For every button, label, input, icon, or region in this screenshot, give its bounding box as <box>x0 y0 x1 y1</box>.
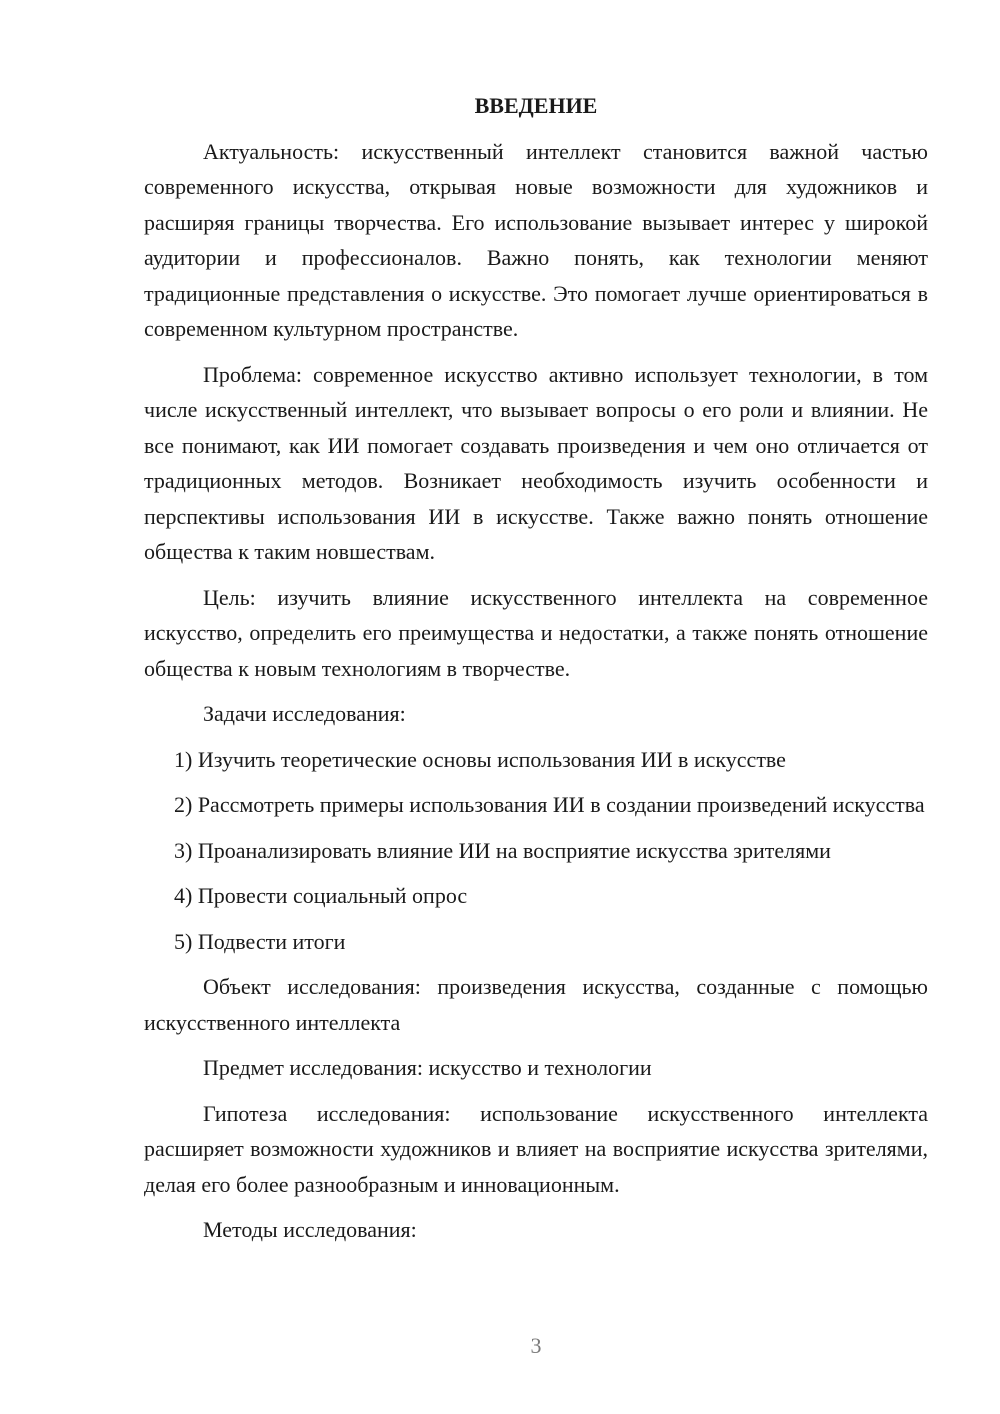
relevance-paragraph: Актуальность: искусственный интеллект становится важной частью современного искусства, открывая новые возможности для художников и расширяя границы творчества. Его использование вызывает интерес у широкой аудитории и профессионалов. Важно понять, как технологии меняют традиционные представления о искусстве. Это помогает лучше ориентироваться в современном культурном пространстве. <box>144 138 928 341</box>
problem-paragraph: Проблема: современное искусство активно использует технологии, в том числе искусственный интеллект, что вызывает вопросы о его роли и влиянии. Не все понимают, как ИИ помогает создавать произведения и чем оно отличается от традиционных методов. Возникает необходимость изучить особенности и перспективы использования ИИ в искусстве. Также важно понять отношение общества к таким новшествам. <box>144 361 928 564</box>
task-item: 3) Проанализировать влияние ИИ на восприятие искусства зрителями <box>174 837 831 863</box>
section-heading: ВВЕДЕНИЕ <box>474 93 598 118</box>
task-item: 5) Подвести итоги <box>174 928 346 954</box>
goal-paragraph: Цель: изучить влияние искусственного интеллекта на современное искусство, определить его преимущества и недостатки, а также понять отношение общества к новым технологиям в творчестве. <box>144 584 928 681</box>
tasks-heading: Задачи исследования: <box>203 701 406 726</box>
task-item: 4) Провести социальный опрос <box>174 883 468 908</box>
object-paragraph: Объект исследования: произведения искусства, созданные с помощью искусственного интеллекта <box>144 974 928 1035</box>
page-number: 3 <box>530 1333 542 1358</box>
methods-heading: Методы исследования: <box>203 1217 417 1242</box>
document-page <box>144 88 928 1258</box>
task-item: 2) Рассмотреть примеры использования ИИ в создании произведений искусства <box>174 792 925 817</box>
hypothesis-paragraph: Гипотеза исследования: использование искусственного интеллекта расширяет возможности художников и влияет на восприятие искусства зрителями, делая его более разнообразным и инновационным. <box>144 1100 928 1197</box>
task-item: 1) Изучить теоретические основы использования ИИ в искусстве <box>174 746 786 772</box>
subject-paragraph: Предмет исследования: искусство и технологии <box>203 1055 652 1080</box>
